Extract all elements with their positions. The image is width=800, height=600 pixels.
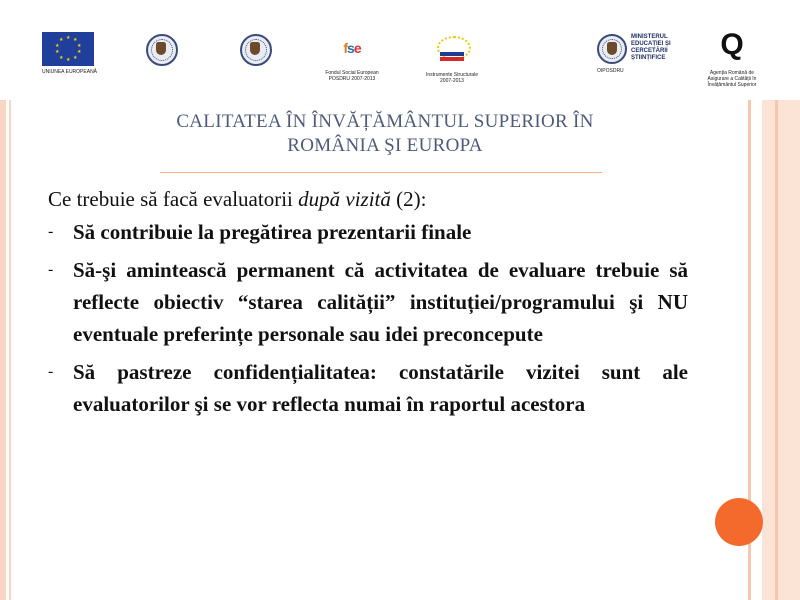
left-decor-stripe-thin — [9, 100, 11, 600]
ministry-seal-icon — [597, 34, 627, 64]
left-decor-stripe — [0, 100, 6, 600]
lead-sentence — [48, 184, 688, 214]
slide-title-line-2: ROMÂNIA ŞI EUROPA — [287, 135, 483, 156]
coat-of-arms-icon — [240, 34, 272, 66]
fse-mark-icon: fse — [343, 40, 361, 56]
coat-of-arms-icon — [146, 34, 178, 66]
eu-caption: UNIUNEA EUROPEANĂ — [42, 69, 98, 75]
ministry-title-2: EDUCAȚIEI ȘI — [631, 41, 671, 47]
aracis-q-icon: Q — [720, 28, 744, 61]
bullet-list — [48, 216, 688, 420]
is-caption-1: Instrumente Structurale — [426, 72, 478, 78]
lead-text: Ce trebuie să facă evaluatorii — [48, 187, 299, 211]
bullet-item — [48, 356, 688, 420]
right-decor-band — [762, 100, 800, 600]
slide-body — [48, 184, 688, 426]
slide-title-line-1: CALITATEA ÎN ÎNVĂȚĂMÂNTUL SUPERIOR ÎN — [176, 111, 594, 132]
ministry-title-1: MINISTERUL — [631, 34, 668, 40]
aracis-caption-2: Asigurare a Calității în — [707, 76, 757, 82]
structural-funds-icon — [434, 34, 470, 64]
bullet-marker: - — [48, 223, 54, 240]
romania-seal-1 — [146, 34, 178, 66]
right-decor-stripe — [775, 100, 778, 600]
instrumente-structurale-logo — [420, 34, 484, 84]
aracis-logo — [700, 30, 764, 88]
lead-suffix: (2): — [390, 187, 427, 211]
logo-strip — [0, 0, 800, 100]
aracis-caption-3: Învățământul Superior — [707, 82, 757, 88]
eu-logo — [42, 32, 97, 75]
is-caption-2: 2007-2013 — [440, 78, 464, 84]
bullet-item — [48, 216, 688, 248]
fse-caption-2: POSDRU 2007-2013 — [328, 76, 376, 82]
orange-circle-decor — [715, 498, 763, 546]
aracis-caption-1: Agenția Română de — [709, 70, 755, 76]
ministry-caption: OIPOSDRU — [597, 68, 624, 74]
fse-logo — [320, 40, 384, 82]
bullet-text: Să contribuie la pregătirea prezentarii finale — [73, 220, 472, 244]
fse-caption-1: Fondul Social European — [325, 70, 379, 76]
bullet-marker: - — [48, 261, 54, 278]
ministry-logo — [597, 34, 677, 74]
lead-italic-text: după vizită — [298, 187, 391, 211]
bullet-item — [48, 254, 688, 350]
ministry-title-4: ȘTIINȚIFICE — [631, 55, 666, 61]
bullet-text: Să-şi amintească permanent că activitatea de evaluare trebuie să reflecte obiectiv “starea calității” instituției/programului şi NU eventuale preferințe personale sau idei preconcepute — [73, 258, 688, 346]
title-underline — [160, 172, 602, 173]
ministry-title-3: CERCETĂRII — [631, 48, 668, 54]
romania-seal-2 — [240, 34, 272, 66]
eu-flag-icon: ★ ★ ★ ★ ★ ★ ★ ★ ★ ★ — [42, 32, 94, 66]
slide-title — [100, 110, 670, 158]
bullet-marker: - — [48, 363, 54, 380]
bullet-text: Să pastreze confidențialitatea: constatările vizitei sunt ale evaluatorilor şi se vor reflecta numai în raportul acestora — [73, 360, 688, 416]
